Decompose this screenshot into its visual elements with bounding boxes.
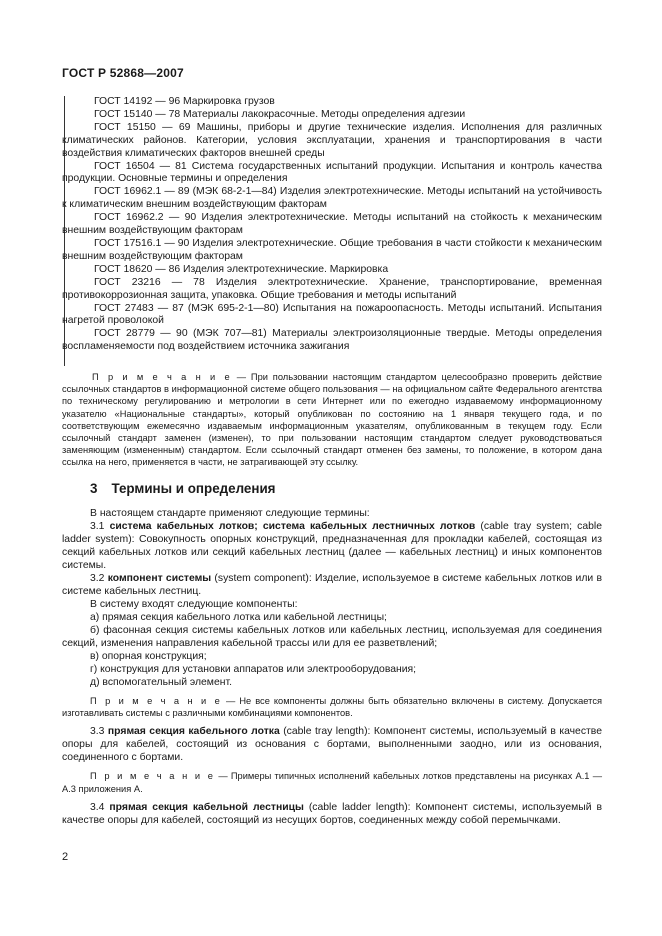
components-intro: В систему входят следующие компоненты:	[90, 599, 298, 610]
component-item: д) вспомогательный элемент.	[90, 677, 232, 688]
term-3-3	[62, 725, 602, 764]
term-name: прямая секция кабельной лестницы	[109, 801, 304, 813]
term-definition: (cable tray system; cable ladder system): Совокупность опорных конструкций, предназначенная для прокладки кабелей, состоящая из секций кабельных лотков или секций кабельных лестниц (далее — кабельных лестниц) и иных компонентов системы.	[62, 521, 603, 571]
reference-item: ГОСТ 17516.1 — 90 Изделия электротехнические. Общие требования в части стойкости к механическим внешним воздействующим факторам	[62, 237, 602, 262]
term-definition: (cable ladder length): Компонент системы, используемый в качестве опоры для кабелей, состоящий из несущих бортов, соединенных между собой перемычками.	[62, 801, 602, 826]
figures-note	[62, 770, 602, 794]
reference-item: ГОСТ 16962.2 — 90 Изделия электротехнические. Методы испытаний на стойкость к механическим внешним воздействующим факторам	[62, 212, 602, 237]
note-label: П р и м е ч а н и е	[90, 771, 216, 782]
reference-item: ГОСТ 16504 — 81 Система государственных испытаний продукции. Испытания и контроль качества продукции. Основные термины и определения	[62, 160, 602, 185]
terms-body	[62, 507, 602, 827]
components-note	[62, 695, 602, 719]
term-name: прямая секция кабельного лотка	[107, 726, 280, 738]
document-header: ГОСТ Р 52868—2007	[62, 66, 184, 80]
note-label: П р и м е ч а н и е	[92, 372, 232, 382]
references-note	[62, 371, 602, 469]
term-number: 3.3	[90, 726, 108, 738]
normative-references	[62, 96, 602, 354]
reference-item: ГОСТ 18620 — 86 Изделия электротехнические. Маркировка	[94, 263, 389, 275]
component-item: в) опорная конструкция;	[90, 651, 207, 662]
note-text: — Не все компоненты должны быть обязательно включены в систему. Допускается изготавливать системы с различными комбинациями компонентов.	[62, 696, 602, 719]
term-definition: (cable tray length): Компонент системы, используемый в качестве опоры для кабелей, состоящий из основания с бортами, выполненными заодно, или из основания, соединенного с бортами.	[62, 726, 602, 764]
reference-item: ГОСТ 27483 — 87 (МЭК 695-2-1—80) Испытания на пожароопасность. Методы испытаний. Испытания нагретой проволокой	[62, 302, 602, 327]
component-item: г) конструкция для установки аппаратов или электрооборудования;	[90, 664, 417, 675]
terms-intro: В настоящем стандарте применяют следующие термины:	[90, 508, 370, 519]
term-3-1	[62, 520, 602, 572]
term-number: 3.2	[90, 573, 108, 584]
term-3-4	[62, 801, 602, 827]
component-item: а) прямая секция кабельного лотка или кабельной лестницы;	[90, 612, 387, 623]
reference-item: ГОСТ 16962.1 — 89 (МЭК 68-2-1—84) Изделия электротехнические. Методы испытаний на устойчивость к климатическим внешним воздействующим факторам	[62, 186, 602, 211]
component-item: б) фасонная секция системы кабельных лотков или кабельных лестниц, используемая для соединения секций, изменения направления кабельной трассы или для ее разветвлений;	[62, 625, 602, 649]
note-label: П р и м е ч а н и е	[90, 696, 223, 706]
page-number: 2	[62, 851, 69, 863]
term-definition: (system component): Изделие, используемое в системе кабельных лотков или в системе кабельных лестниц.	[62, 573, 602, 597]
note-text: — Примеры типичных исполнений кабельных лотков представлены на рисунках А.1 — А.3 приложения А.	[62, 771, 602, 794]
term-name: система кабельных лотков; система кабельных лестничных лотков	[109, 521, 476, 532]
section-title: Термины и определения	[111, 481, 276, 496]
reference-item: ГОСТ 28779 — 90 (МЭК 707—81) Материалы электроизоляционные твердые. Методы определения воспламеняемости под воздействием источника зажигания	[62, 328, 602, 353]
section-number: 3	[90, 481, 98, 496]
term-3-2	[62, 572, 602, 598]
term-name: компонент системы	[107, 573, 212, 584]
reference-item: ГОСТ 15150 — 69 Машины, приборы и другие технические изделия. Исполнения для различных климатических районов. Категории, условия эксплуатации, хранения и транспортирования в части воздействия климатических факторов внешней среды	[62, 121, 602, 159]
note-text: — При пользовании настоящим стандартом целесообразно проверить действие ссылочных стандартов в информационной системе общего пользования — на официальном сайте Федерального агентства по техническому регулированию и метрологии в сети Интернет или по ежегодно издаваемому информационному указателю «Национальные стандарты», который опубликован по состоянию на 1 января текущего года, и по соответствующим ежемесячно издаваемым информационным указателям, опубликованным в текущем году. Если ссылочный стандарт заменен (изменен), то при пользовании настоящим стандартом следует руководствоваться заменяющим (измененным) стандартом. Если ссылочный стандарт отменен без замены, то положение, в котором дана ссылка на него, применяется в части, не затрагивающей эту ссылку.	[62, 372, 602, 468]
reference-item: ГОСТ 23216 — 78 Изделия электротехнические. Хранение, транспортирование, временная противокоррозионная защита, упаковка. Общие требования и методы испытаний	[62, 276, 602, 301]
reference-item: ГОСТ 15140 — 78 Материалы лакокрасочные. Методы определения адгезии	[94, 108, 466, 120]
term-number: 3.4	[90, 801, 110, 813]
reference-item: ГОСТ 14192 — 96 Маркировка грузов	[94, 96, 275, 107]
section-heading	[90, 481, 276, 496]
term-number: 3.1	[90, 521, 110, 532]
